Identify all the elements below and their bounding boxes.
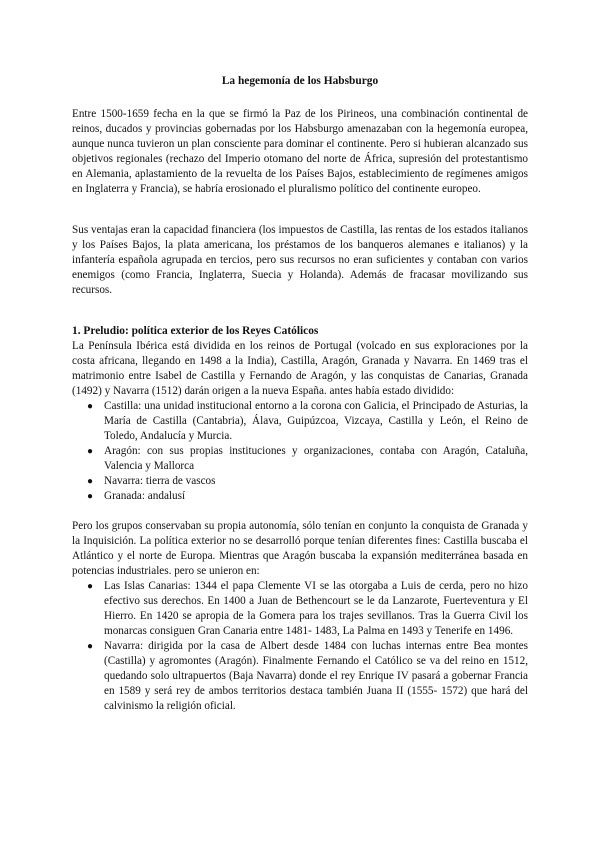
section-paragraph-2: Pero los grupos conservaban su propia autonomía, sólo tenían en conjunto la conquista de Granada y la Inquisición. La política exterior no se desarrolló porque tenían diferentes fines: Castilla buscaba el Atlántico y el norte de Europa. Mientras que Aragón buscaba la expansión mediterránea basada en potencias industriales. pero se unieron en: xyxy=(72,520,528,577)
list-item: ● Granada: andalusí xyxy=(87,490,186,502)
list-item: ● Navarra: dirigida por la casa de Albert desde 1484 con luchas internas entre Bea montes (Castilla) y agromontes (Aragón). Finalmente Fernando el Católico se va del reino en 1512, quedando solo ultrapuertos (Baja Navarra) donde el rey Enrique IV pasará a gobernar Francia en 1589 y será rey de ambos territorios destaca también Juana II (1555- 1572) que hará del calvinismo la religión oficial. xyxy=(87,640,528,712)
bullet-icon: ● xyxy=(87,401,94,412)
kingdoms-list xyxy=(72,399,528,504)
list-item: ● Navarra: tierra de vascos xyxy=(87,475,216,487)
document-title: La hegemonía de los Habsburgo xyxy=(221,75,379,87)
list-item: ● Las Islas Canarias: 1344 el papa Clemente VI se las otorgaba a Luis de cerda, pero no hizo efectivo sus derechos. En 1400 a Juan de Bethencourt se le da Lanzarote, Fuerteventura y El Hierro. En 1420 se apropia de la Gomera para los trajes sevillanos. Tras la Guerra Civil los monarcas consiguen Gran Canaria entre 1481- 1483, La Palma en 1493 y Tenerife en 1496. xyxy=(87,580,528,637)
list-item: ● Aragón: con sus propias instituciones y organizaciones, contaba con Aragón, Cataluña, Valencia y Mallorca xyxy=(87,445,528,472)
bullet-icon: ● xyxy=(87,641,94,652)
list-item: ● Castilla: una unidad institucional entorno a la corona con Galicia, el Principado de Asturias, la María de Castilla (Cantabria), Álava, Guipúzcoa, Vizcaya, Castilla y León, el Reino de Toledo, Andalucía y Murcia. xyxy=(87,400,528,442)
section-paragraph: La Península Ibérica está dividida en los reinos de Portugal (volcado en sus exploraciones por la costa africana, llegando en 1498 a la India), Castilla, Aragón, Granada y Navarra. En 1469 tras el matrimonio entre Isabel de Castilla y Fernando de Aragón, y las conquistas de Canarias, Granada (1492) y Navarra (1512) darán origen a la nueva España. antes había estado dividido: xyxy=(72,340,528,397)
bullet-icon: ● xyxy=(87,476,94,487)
bullet-icon: ● xyxy=(87,491,94,502)
bullet-icon: ● xyxy=(87,446,94,457)
bullet-icon: ● xyxy=(87,581,94,592)
intro-paragraph-1: Entre 1500-1659 fecha en la que se firmó la Paz de los Pirineos, una combinación continental de reinos, ducados y provincias gobernadas por los Habsburgo amenazaban con la hegemonía europea, aunque nunca tuvieron un plan consciente para dominar el continente. Pero si hubieran alcanzado sus objetivos regionales (rechazo del Imperio otomano del norte de África, supresión del protestantismo en Alemania, aplastamiento de la revuelta de los Países Bajos, establecimiento de regímenes amigos en Inglaterra y Francia), se habría erosionado el pluralismo político del continente europeo. xyxy=(72,108,528,195)
intro-paragraph-2: Sus ventajas eran la capacidad financiera (los impuestos de Castilla, las rentas de los estados italianos y los Países Bajos, la plata americana, los préstamos de los banqueros alemanes e italianos) y la infantería española agrupada en tercios, pero sus recursos no eran suficientes y contaban con varios enemigos (como Francia, Inglaterra, Suecia y Holanda). Además de fracasar movilizando sus recursos. xyxy=(72,224,528,296)
section-heading: 1. Preludio: política exterior de los Reyes Católicos xyxy=(72,325,319,337)
union-list xyxy=(72,579,528,714)
